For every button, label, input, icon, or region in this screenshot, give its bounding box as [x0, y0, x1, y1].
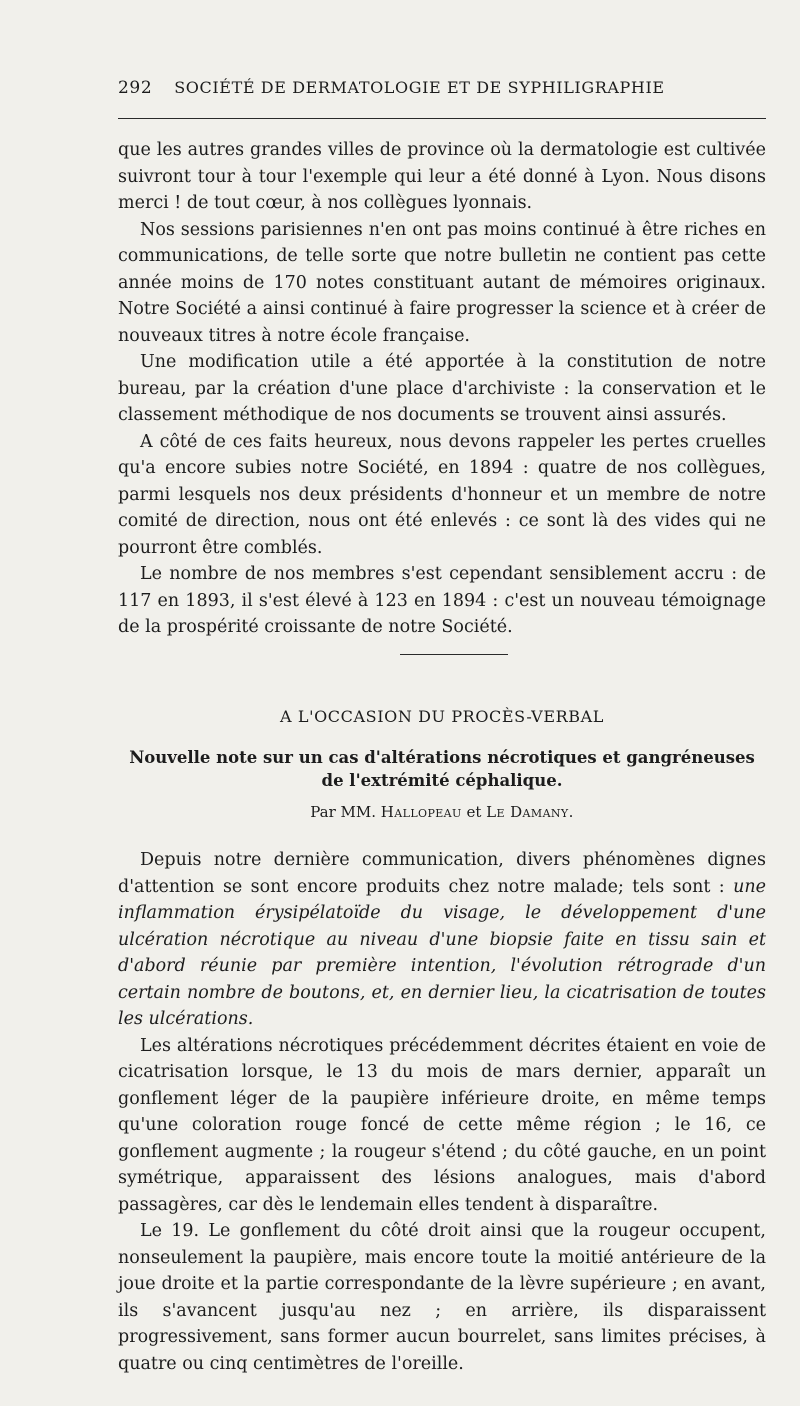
article-title: Nouvelle note sur un cas d'altérations nécrotiques et gangréneuses de l'extrémité céphalique. [129, 748, 755, 790]
running-header [118, 78, 766, 98]
article-paragraph-1 [118, 847, 766, 1033]
byline-prefix: Par MM. [310, 803, 377, 821]
section-divider [400, 654, 508, 655]
article-paragraph-1-italic: une inflammation érysipélatoïde du visage, le développement d'une ulcération nécrotique au niveau d'une biopsie faite en tissu sain et d'abord réunie par première intention, l'évolution rétrograde d'un certain nombre de boutons, et, en dernier lieu, la cicatrisation de toutes les ulcérations. [118, 876, 766, 1029]
author-le-damany: Le Damany. [486, 803, 574, 821]
intro-paragraph-4: A côté de ces faits heureux, nous devons rappeler les pertes cruelles qu'a encore subies notre Société, en 1894 : quatre de nos collègues, parmi lesquels nos deux présidents d'honneur et un membre de notre comité de direction, nous ont été enlevés : ce sont là des vides qui ne pourront être comblés. [118, 431, 766, 558]
intro-paragraph-2: Nos sessions parisiennes n'en ont pas moins continué à être riches en communications, de telle sorte que notre bulletin ne contient pas cette année moins de 170 notes constituant autant de mémoires originaux. Notre Société a ainsi continué à faire progresser la science et à créer de nouveaux titres à notre école française. [118, 219, 766, 346]
running-title: SOCIÉTÉ DE DERMATOLOGIE ET DE SYPHILIGRAPHIE [174, 78, 665, 97]
byline [118, 803, 766, 821]
author-hallopeau: Hallopeau [380, 803, 462, 821]
article-text [118, 847, 766, 1377]
header-rule [118, 118, 766, 119]
intro-paragraph-3: Une modification utile a été apportée à la constitution de notre bureau, par la création d'une place d'archiviste : la conservation et le classement méthodique de nos documents se trouvent ainsi assurés. [118, 352, 766, 425]
intro-paragraph-1: que les autres grandes villes de province où la dermatologie est cultivée suivront tour à tour l'exemple qui leur a été donné à Lyon. Nous disons merci ! de tout cœur, à nos collègues lyonnais. [118, 140, 766, 213]
byline-joiner: et [466, 803, 482, 821]
article-paragraph-1-lead: Depuis notre dernière communication, divers phénomènes dignes d'attention se sont encore produits chez notre malade; tels sont : [118, 850, 766, 897]
page-number: 292 [118, 78, 153, 98]
article-paragraph-2: Les altérations nécrotiques précédemment décrites étaient en voie de cicatrisation lorsque, le 13 du mois de mars dernier, apparaît un gonflement léger de la paupière inférieure droite, en même temps qu'une coloration rouge foncé de cette même région ; le 16, ce gonflement augmente ; la rougeur s'étend ; du côté gauche, en un point symétrique, apparaissent des lésions analogues, mais d'abord passagères, car dès le lendemain elles tendent à disparaître. [118, 1035, 766, 1215]
section-heading: A L'OCCASION DU PROCÈS-VERBAL [280, 707, 604, 726]
intro-text [118, 137, 766, 641]
article-paragraph-3: Le 19. Le gonflement du côté droit ainsi que la rougeur occupent, nonseulement la paupière, mais encore toute la moitié antérieure de la joue droite et la partie correspondante de la lèvre supérieure ; en avant, ils s'avancent jusqu'au nez ; en arrière, ils disparaissent progressivement, sans former aucun bourrelet, sans limites précises, à quatre ou cinq centimètres de l'oreille. [118, 1221, 766, 1374]
intro-paragraph-5: Le nombre de nos membres s'est cependant sensiblement accru : de 117 en 1893, il s'est élevé à 123 en 1894 : c'est un nouveau témoignage de la prospérité croissante de notre Société. [118, 564, 766, 637]
